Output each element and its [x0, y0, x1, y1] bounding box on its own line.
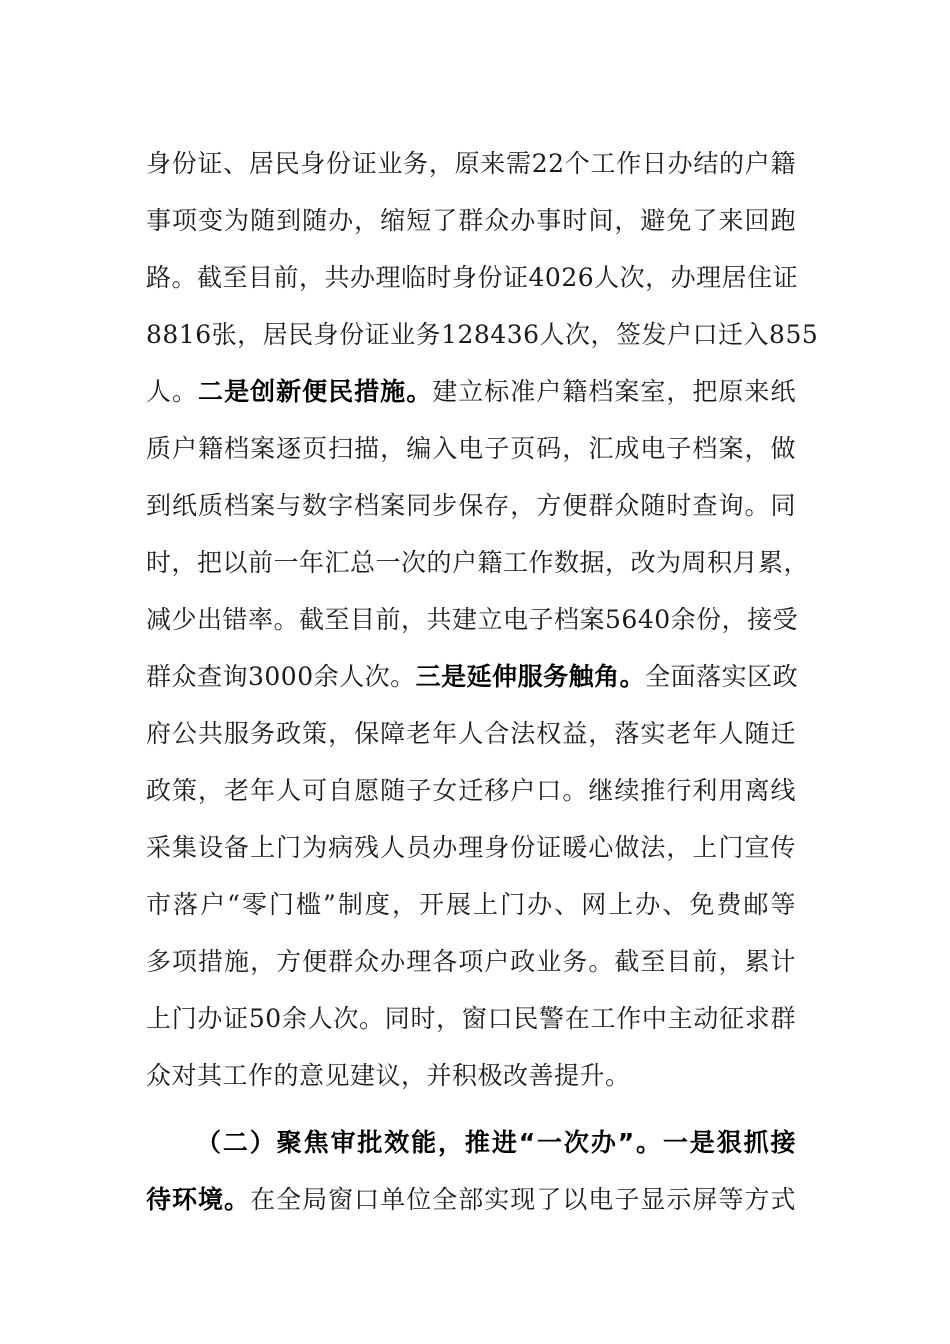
text-segment: 减少出错率。截至目前，共建立电子档案5640余份，接受	[146, 605, 799, 634]
text-segment: 全面落实区政	[645, 662, 799, 691]
text-segment: 在全局窗口单位全部实现了以电子显示屏等方式	[250, 1185, 796, 1214]
text-segment: 事项变为随到随办，缩短了群众办事时间，避免了来回跑	[146, 206, 796, 235]
text-segment: 身份证、居民身份证业务，原来需22个工作日办结的户籍	[146, 149, 796, 178]
text-line	[146, 990, 796, 1047]
text-line	[146, 477, 796, 534]
text-line	[146, 192, 796, 249]
bold-text-segment: （二）聚焦审批效能，推进“一次办”。一是狠抓接	[196, 1128, 796, 1157]
bold-text-segment: 三是延伸服务触角。	[415, 662, 646, 691]
text-line	[146, 705, 796, 762]
text-line	[146, 1047, 796, 1104]
bold-text-segment: 二是创新便民措施。	[198, 377, 433, 406]
document-body	[146, 135, 819, 1228]
text-line	[146, 819, 796, 876]
text-segment: 市落户“零门槛”制度，开展上门办、网上办、免费邮等	[146, 890, 796, 919]
text-line	[146, 591, 799, 648]
text-segment: 质户籍档案逐页扫描，编入电子页码，汇成电子档案，做	[146, 434, 796, 463]
text-segment: 府公共服务政策，保障老年人合法权益，落实老年人随迁	[146, 719, 796, 748]
text-segment: 时，把以前一年汇总一次的户籍工作数据，改为周积月累，	[146, 548, 810, 577]
paragraph-gap	[146, 1104, 796, 1114]
text-segment: 8816张，居民身份证业务128436人次，签发户口迁入855	[146, 320, 819, 349]
text-segment: 多项措施，方便群众办理各项户政业务。截至目前，累计	[146, 947, 796, 976]
text-line	[146, 1114, 796, 1171]
text-line	[146, 648, 799, 705]
text-line	[146, 420, 796, 477]
text-segment: 建立标准户籍档案室，把原来纸	[432, 377, 796, 406]
text-line	[146, 363, 796, 420]
text-line	[146, 249, 799, 306]
text-segment: 上门办证50余人次。同时，窗口民警在工作中主动征求群	[146, 1004, 796, 1033]
text-segment: 众对其工作的意见建议，并积极改善提升。	[146, 1061, 631, 1090]
text-line	[146, 933, 796, 990]
text-line	[146, 1171, 796, 1228]
text-line	[146, 876, 796, 933]
text-line	[146, 762, 796, 819]
text-line	[146, 306, 819, 363]
text-segment: 人。	[146, 377, 199, 406]
text-line	[146, 534, 810, 591]
text-segment: 政策，老年人可自愿随子女迁移户口。继续推行利用离线	[146, 776, 796, 805]
text-segment: 到纸质档案与数字档案同步保存，方便群众随时查询。同	[146, 491, 796, 520]
bold-text-segment: 待环境。	[146, 1185, 251, 1214]
text-segment: 采集设备上门为病残人员办理身份证暖心做法，上门宣传	[146, 833, 796, 862]
text-segment: 路。截至目前，共办理临时身份证4026人次，办理居住证	[146, 263, 799, 292]
text-line	[146, 135, 796, 192]
text-segment: 群众查询3000余人次。	[146, 662, 416, 691]
